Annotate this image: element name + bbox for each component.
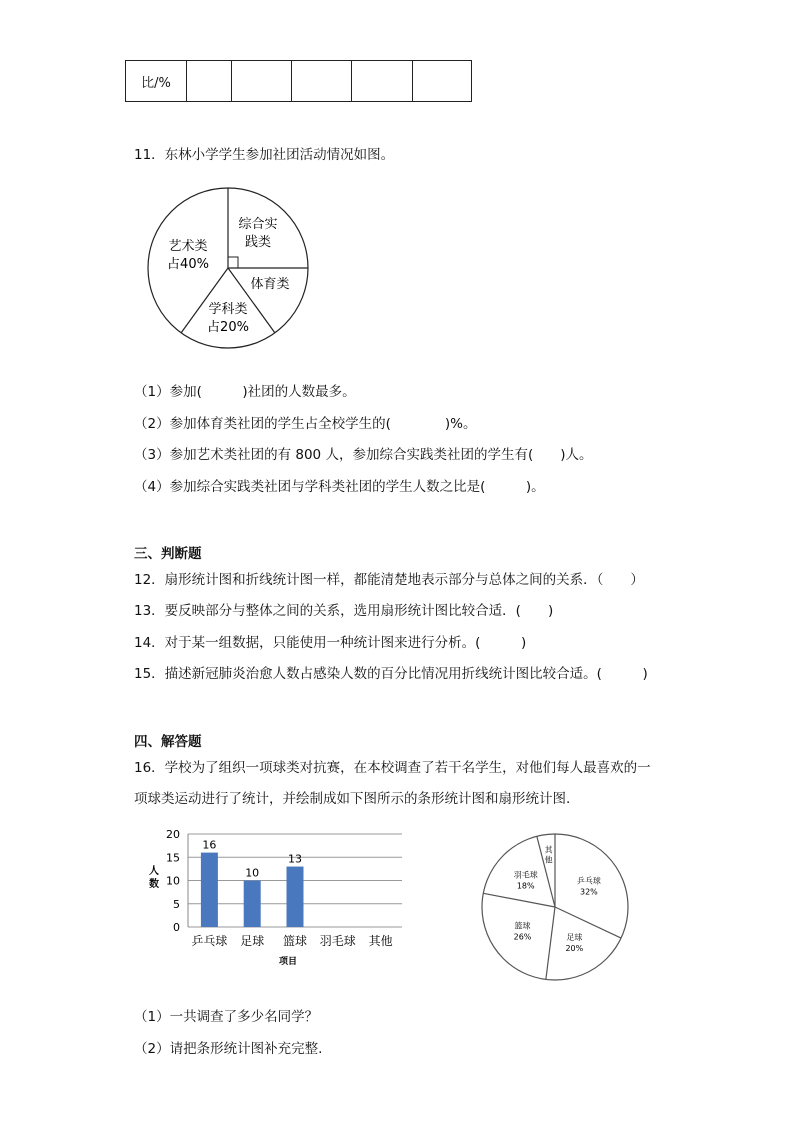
pie-label-art-pct: 占40% bbox=[167, 257, 209, 272]
table-row bbox=[126, 61, 472, 102]
bar bbox=[244, 881, 261, 928]
section-4-title: 四、解答题 bbox=[134, 734, 202, 750]
table-cell bbox=[187, 61, 232, 102]
question-16-line-1: 16．学校为了组织一项球类对抗赛，在本校调查了若干名学生，对他们每人最喜欢的一 bbox=[134, 760, 651, 776]
q11-pie-chart bbox=[140, 180, 320, 360]
pie-slice-pct: 26% bbox=[513, 932, 532, 942]
bar bbox=[201, 853, 218, 927]
bar-value-label: 10 bbox=[245, 866, 260, 880]
y-axis-label: 人 bbox=[149, 866, 159, 877]
table-row-label: 比/% bbox=[126, 61, 187, 102]
bar bbox=[287, 867, 304, 927]
question-12: 12．扇形统计图和折线统计图一样，都能清楚地表示部分与总体之间的关系．（ ） bbox=[134, 572, 644, 588]
x-tick-label: 乒乓球 bbox=[191, 934, 228, 948]
y-tick-label: 10 bbox=[166, 874, 180, 888]
q11-sub-2: （2）参加体育类社团的学生占全校学生的( )%。 bbox=[134, 416, 477, 432]
pie-label-subject: 学科类 bbox=[208, 302, 248, 317]
pie-label-subject-pct: 占20% bbox=[207, 320, 249, 335]
x-axis-label: 项目 bbox=[278, 957, 298, 967]
pie-slice-label: 篮球 bbox=[514, 921, 531, 931]
y-tick-label: 15 bbox=[166, 851, 180, 865]
x-tick-label: 足球 bbox=[240, 934, 265, 948]
bar-value-label: 16 bbox=[202, 838, 217, 852]
q11-sub-3: （3）参加艺术类社团的有 800 人，参加综合实践类社团的学生有( )人。 bbox=[134, 447, 593, 463]
bar-value-label: 13 bbox=[288, 852, 302, 866]
table-cell bbox=[232, 61, 292, 102]
table-cell bbox=[413, 61, 472, 102]
q16-bar-chart bbox=[140, 822, 410, 972]
question-11-text: 11．东林小学学生参加社团活动情况如图。 bbox=[134, 147, 395, 163]
pie-slice-pct: 18% bbox=[516, 881, 535, 891]
y-tick-label: 20 bbox=[166, 828, 180, 841]
q16-pie-chart bbox=[470, 822, 640, 992]
pie-slice-label: 乒乓球 bbox=[576, 876, 601, 886]
pie-label-comprehensive: 综合实 bbox=[238, 217, 278, 232]
y-tick-label: 0 bbox=[173, 921, 180, 934]
pie-slice-label: 其 bbox=[544, 845, 553, 855]
section-3-title: 三、判断题 bbox=[134, 546, 202, 562]
pie-slice-label: 他 bbox=[544, 855, 553, 865]
question-15: 15．描述新冠肺炎治愈人数占感染人数的百分比情况用折线统计图比较合适。( ) bbox=[134, 666, 648, 682]
x-tick-label: 羽毛球 bbox=[319, 934, 356, 948]
question-16-line-2: 项球类运动进行了统计，并绘制成如下图所示的条形统计图和扇形统计图. bbox=[134, 791, 571, 807]
q16-sub-2: （2）请把条形统计图补充完整. bbox=[134, 1041, 323, 1057]
x-tick-label: 篮球 bbox=[282, 934, 308, 948]
pie-slice-pct: 20% bbox=[565, 944, 584, 954]
question-13: 13．要反映部分与整体之间的关系，选用扇形统计图比较合适．( ) bbox=[134, 603, 554, 619]
pie-slice-pct: 32% bbox=[580, 887, 598, 897]
table-cell bbox=[352, 61, 413, 102]
pie-label-sport: 体育类 bbox=[250, 277, 290, 292]
q11-sub-1: （1）参加( )社团的人数最多。 bbox=[134, 384, 356, 400]
q16-sub-1: （1）一共调查了多少名同学？ bbox=[134, 1009, 319, 1025]
table-cell bbox=[292, 61, 352, 102]
ratio-table bbox=[125, 60, 472, 102]
y-tick-label: 5 bbox=[173, 897, 180, 911]
pie-label-art: 艺术类 bbox=[168, 239, 208, 254]
pie-slice-label: 足球 bbox=[566, 933, 583, 943]
y-axis-label: 数 bbox=[149, 879, 159, 890]
x-tick-label: 其他 bbox=[368, 934, 393, 948]
pie-slice-label: 羽毛球 bbox=[513, 870, 538, 880]
pie-label-comprehensive-2: 践类 bbox=[244, 235, 272, 250]
q11-sub-4: （4）参加综合实践类社团与学科类社团的学生人数之比是( )。 bbox=[134, 479, 545, 495]
question-14: 14．对于某一组数据，只能使用一种统计图来进行分析。( ) bbox=[134, 635, 527, 651]
